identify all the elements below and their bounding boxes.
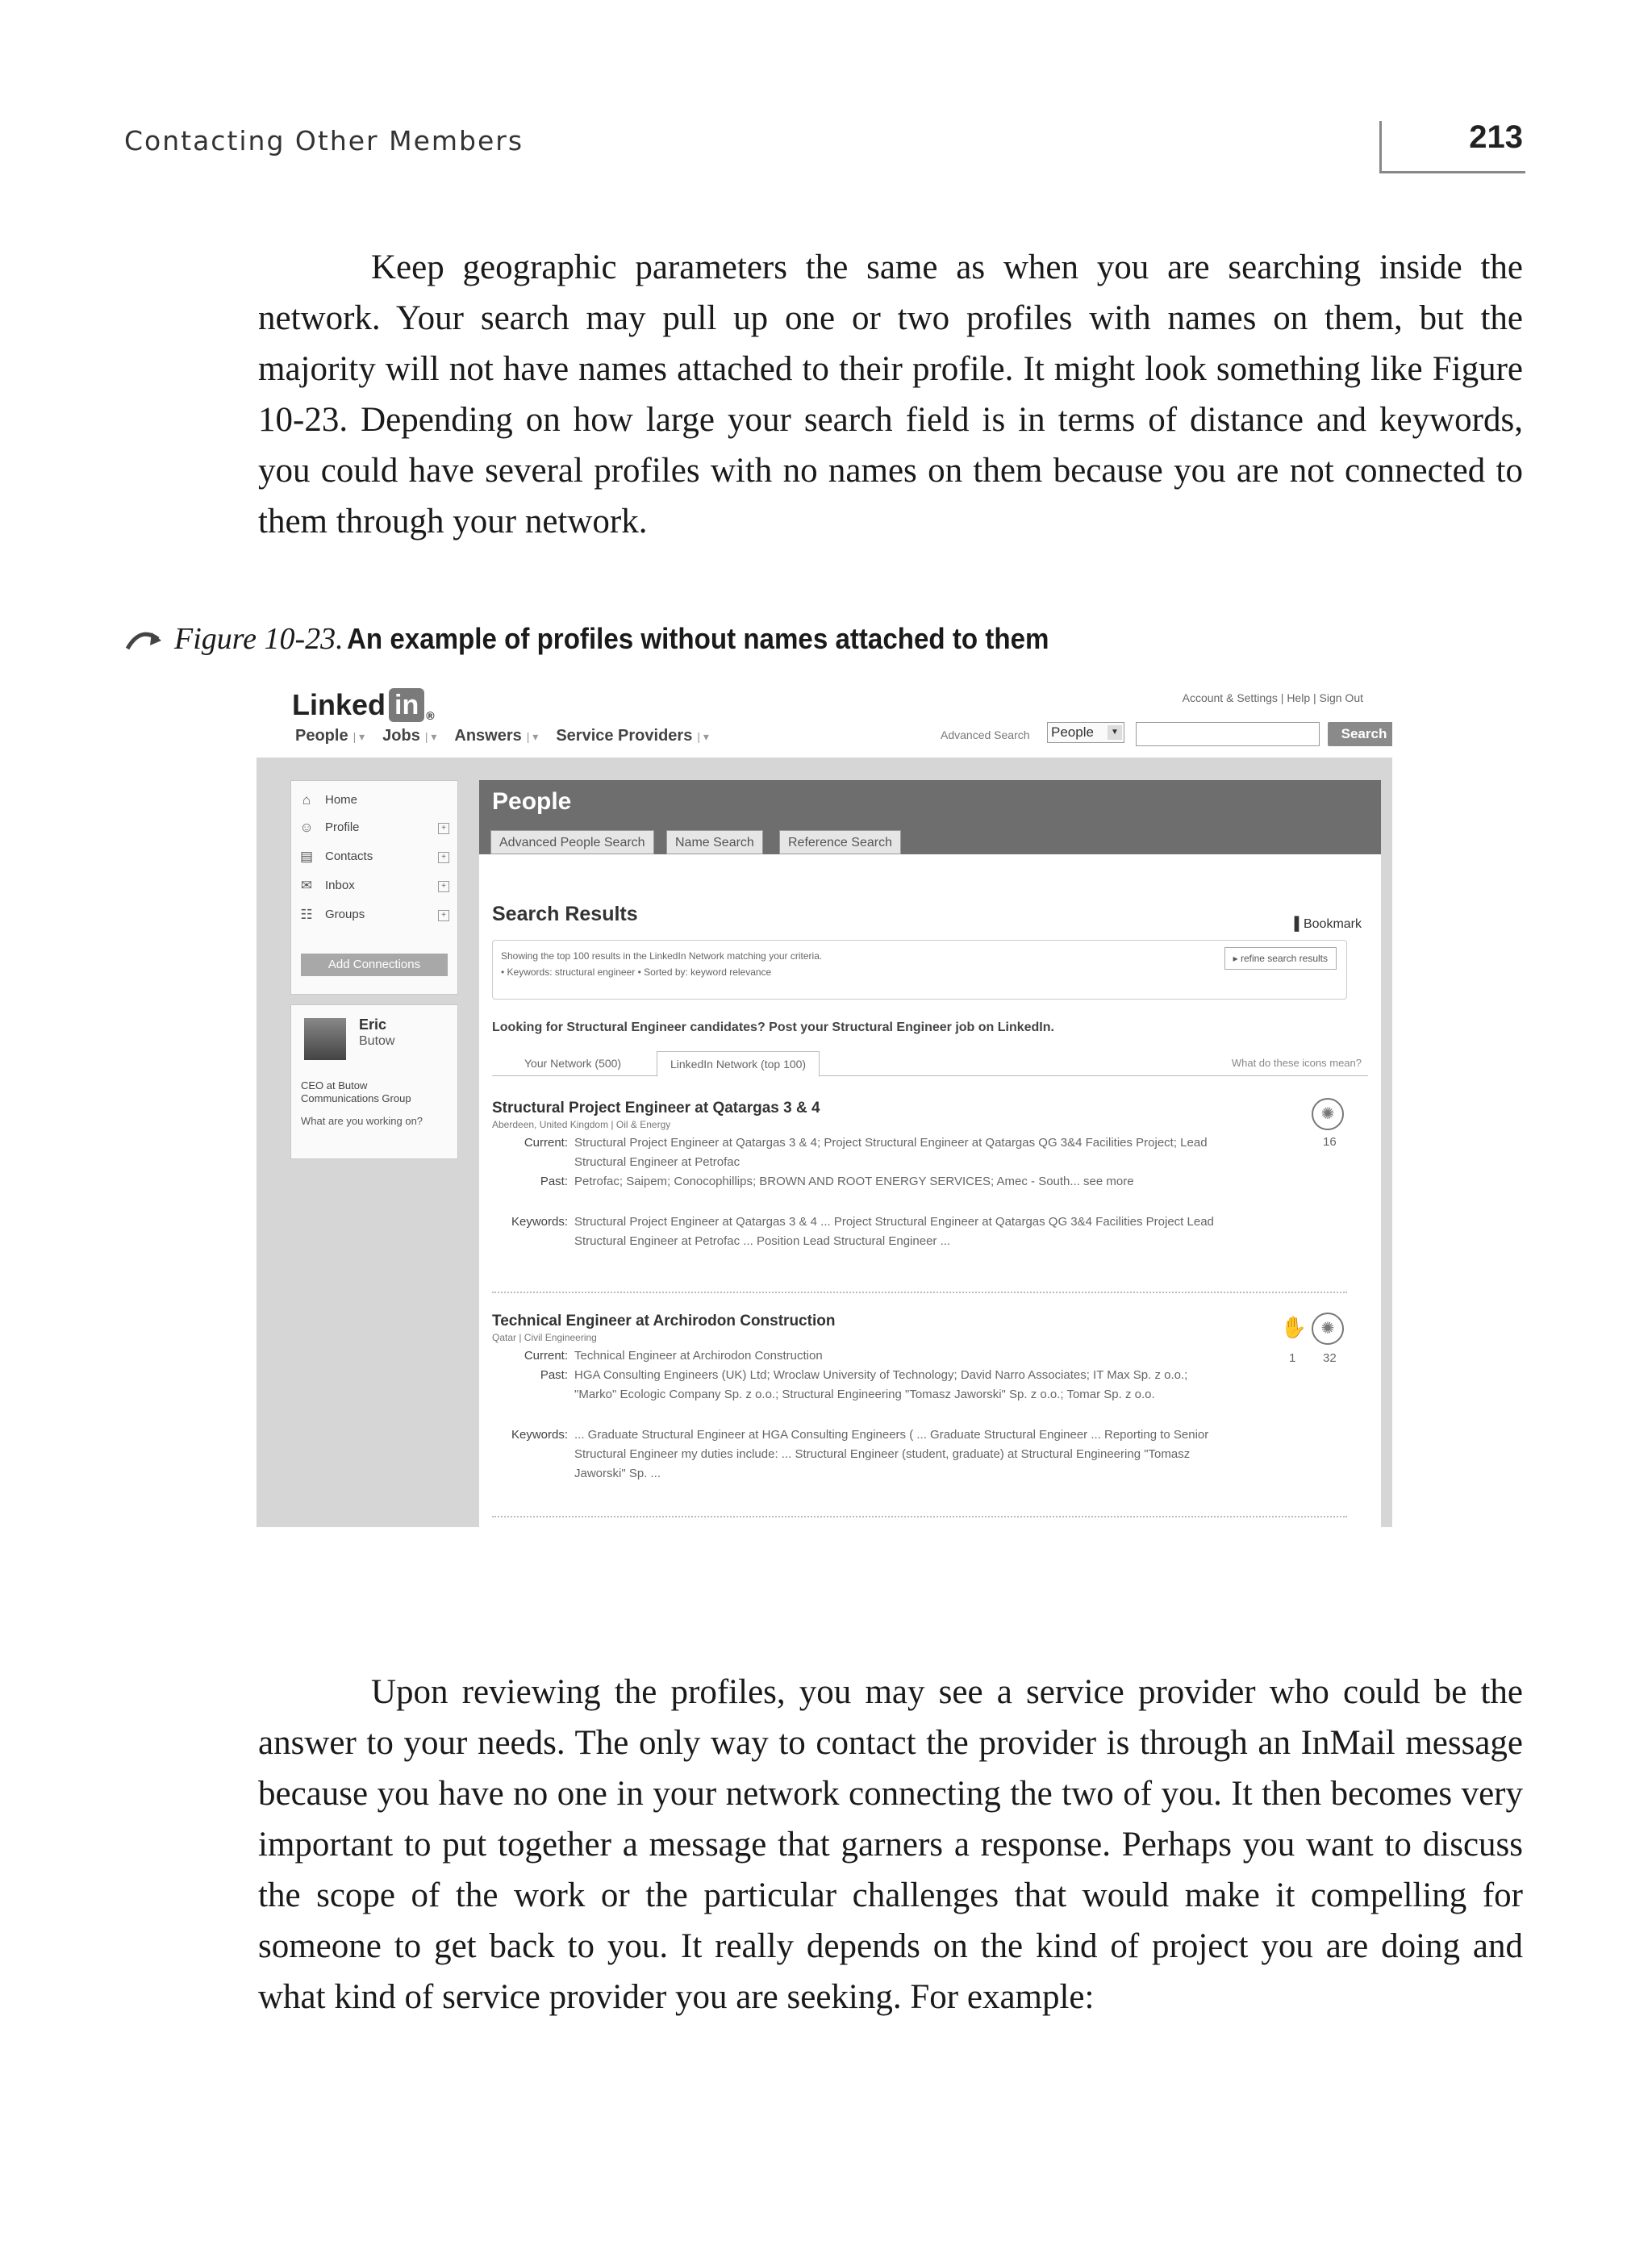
main-content xyxy=(479,780,1381,1527)
expand-icon[interactable]: + xyxy=(438,881,449,892)
nav-jobs[interactable]: Jobs | ▾ xyxy=(382,727,437,745)
tab-advanced-people-search[interactable]: Advanced People Search xyxy=(490,830,654,854)
body-paragraph-1: Keep geographic parameters the same as when you are searching inside the network. Your search may pull up one or two profiles with names on them, but the majority will not have names attached to their profile. It might look something like Figure 10-23. Depending on how large your search field is in terms of distance and keywords, you could have several profiles with no names on them because you are not connected to them through your network. xyxy=(258,248,1523,541)
contacts-icon: ▤ xyxy=(299,849,314,864)
icons-help-link[interactable]: What do these icons mean? xyxy=(1231,1057,1362,1069)
search-criteria-box xyxy=(492,940,1347,1000)
page-title: People xyxy=(492,788,572,815)
result-current: Current: Technical Engineer at Archirodon Construction xyxy=(524,1349,823,1363)
linkedin-logo[interactable] xyxy=(292,688,435,722)
tab-linkedin-network[interactable]: LinkedIn Network (top 100) xyxy=(657,1051,820,1077)
search-results-title: Search Results xyxy=(492,903,638,925)
expand-icon[interactable]: + xyxy=(438,910,449,921)
search-input[interactable] xyxy=(1136,722,1320,746)
page-header xyxy=(479,780,1381,854)
tab-reference-search[interactable]: Reference Search xyxy=(779,830,901,854)
logo-registered-mark: ® xyxy=(426,709,435,722)
result-divider xyxy=(492,1292,1347,1293)
expand-icon[interactable]: + xyxy=(438,823,449,834)
result-past: Past: Petrofac; Saipem; Conocophillips; BROWN AND ROOT ENERGY SERVICES; Amec - South... see more xyxy=(540,1175,1134,1188)
home-icon: ⌂ xyxy=(302,792,311,808)
refine-search-button[interactable]: ▸ refine search results xyxy=(1224,947,1337,970)
profile-headline: CEO at Butow Communications Group xyxy=(301,1079,411,1104)
network-icon[interactable]: ✺ xyxy=(1312,1098,1344,1130)
criteria-summary: Showing the top 100 results in the LinkedIn Network matching your criteria. xyxy=(501,950,823,962)
chevron-down-icon: ▼ xyxy=(1108,725,1122,740)
profile-first-name[interactable]: Eric xyxy=(359,1016,387,1033)
result-divider xyxy=(492,1516,1347,1517)
running-head: Contacting Other Members xyxy=(124,125,524,157)
profile-last-name[interactable]: Butow xyxy=(359,1034,395,1048)
status-prompt[interactable]: What are you working on? xyxy=(301,1115,423,1127)
result-keywords: Keywords: Structural Project Engineer at Qatargas 3 & 4 ... Project Structural Engineer at Qatargas QG 3&4 Facilities Project Lead Structural Engineer at Petrofac ... Position Lead Structural Engineer ... xyxy=(511,1215,1214,1248)
groups-icon: ☷ xyxy=(300,907,313,922)
bookmark-link[interactable]: ▌Bookmark xyxy=(1294,917,1362,931)
thumbs-up-icon[interactable]: ✋ xyxy=(1280,1315,1308,1339)
search-type-select[interactable]: People ▼ xyxy=(1047,722,1124,743)
left-nav-inbox[interactable]: ✉ Inbox xyxy=(298,878,355,892)
criteria-keywords: • Keywords: structural engineer • Sorted by: keyword relevance xyxy=(501,966,772,978)
search-button[interactable]: Search xyxy=(1328,722,1392,746)
logo-in-badge: in xyxy=(389,688,424,722)
page-number: 213 xyxy=(1469,119,1523,155)
left-nav-profile[interactable]: ☺ Profile xyxy=(298,820,360,834)
add-connections-button[interactable]: Add Connections xyxy=(301,954,448,976)
figure-caption xyxy=(124,621,1110,657)
avatar[interactable] xyxy=(304,1018,346,1060)
result-keywords: Keywords: ... Graduate Structural Engineer at HGA Consulting Engineers ( ... Graduate Structural Engineer ... Reporting to Senior Structural Engineer my duties include: ... Structural Engineer (student, graduate) at Structural Engineering "Tomasz Jaworski" Sp. ... xyxy=(511,1428,1209,1480)
nav-people[interactable]: People | ▾ xyxy=(295,727,365,745)
result-count-b: 32 xyxy=(1323,1351,1337,1365)
inbox-icon: ✉ xyxy=(300,878,313,893)
logo-text: Linked xyxy=(292,688,386,721)
job-post-prompt[interactable]: Looking for Structural Engineer candidates? Post your Structural Engineer job on LinkedIn. xyxy=(492,1021,1054,1034)
body-paragraph-2: Upon reviewing the profiles, you may see a service provider who could be the answer to your needs. The only way to contact the provider is through an InMail message because you have no one in your network connecting the two of you. It then becomes very important to put together a message that garners a response. Perhaps you want to discuss the scope of the work or the particular challenges that would make it compelling for someone to get back to you. It really depends on the kind of project you are doing and what kind of service provider you are seeking. For example: xyxy=(258,1673,1523,2016)
caption-arrow-icon xyxy=(124,624,165,653)
result-title[interactable]: Structural Project Engineer at Qatargas 3 & 4 xyxy=(492,1100,820,1117)
top-nav xyxy=(295,727,727,745)
result-count: 16 xyxy=(1323,1135,1337,1149)
advanced-search-link[interactable]: Advanced Search xyxy=(941,728,1030,741)
tab-name-search[interactable]: Name Search xyxy=(666,830,763,854)
left-nav-panel xyxy=(290,780,458,995)
result-location: Qatar | Civil Engineering xyxy=(492,1332,597,1343)
network-tabs xyxy=(492,1051,1368,1076)
network-icon[interactable]: ✺ xyxy=(1312,1313,1344,1345)
person-icon: ☺ xyxy=(299,820,314,835)
nav-service-providers[interactable]: Service Providers | ▾ xyxy=(556,727,709,745)
left-nav-home[interactable]: ⌂ Home xyxy=(298,792,357,807)
result-title[interactable]: Technical Engineer at Archirodon Construction xyxy=(492,1313,836,1329)
left-nav-groups[interactable]: ☷ Groups xyxy=(298,907,365,921)
figure-label: Figure 10-23. xyxy=(174,622,344,656)
figure-title: An example of profiles without names attached to them xyxy=(346,622,1049,655)
linkedin-screenshot xyxy=(257,674,1392,1527)
result-current: Current: Structural Project Engineer at Qatargas 3 & 4; Project Structural Engineer at Qatargas QG 3&4 Facilities Project; Lead Structural Engineer at Petrofac xyxy=(524,1136,1208,1169)
result-past: Past: HGA Consulting Engineers (UK) Ltd; Wroclaw University of Technology; David Narro Associates; IT Max Sp. z o.o.; "Marko" Ecologic Company Sp. z o.o.; Structural Engineering "Tomasz Jaworski" Sp. z o.o.; Tomar Sp. z o.o. xyxy=(540,1368,1188,1401)
result-location: Aberdeen, United Kingdom | Oil & Energy xyxy=(492,1119,671,1130)
profile-card xyxy=(290,1004,458,1159)
tab-your-network[interactable]: Your Network (500) xyxy=(524,1057,622,1070)
nav-answers[interactable]: Answers | ▾ xyxy=(454,727,539,745)
left-nav-contacts[interactable]: ▤ Contacts xyxy=(298,849,373,863)
result-count-a: 1 xyxy=(1289,1351,1296,1365)
account-links[interactable]: Account & Settings | Help | Sign Out xyxy=(1182,691,1363,704)
expand-icon[interactable]: + xyxy=(438,852,449,863)
